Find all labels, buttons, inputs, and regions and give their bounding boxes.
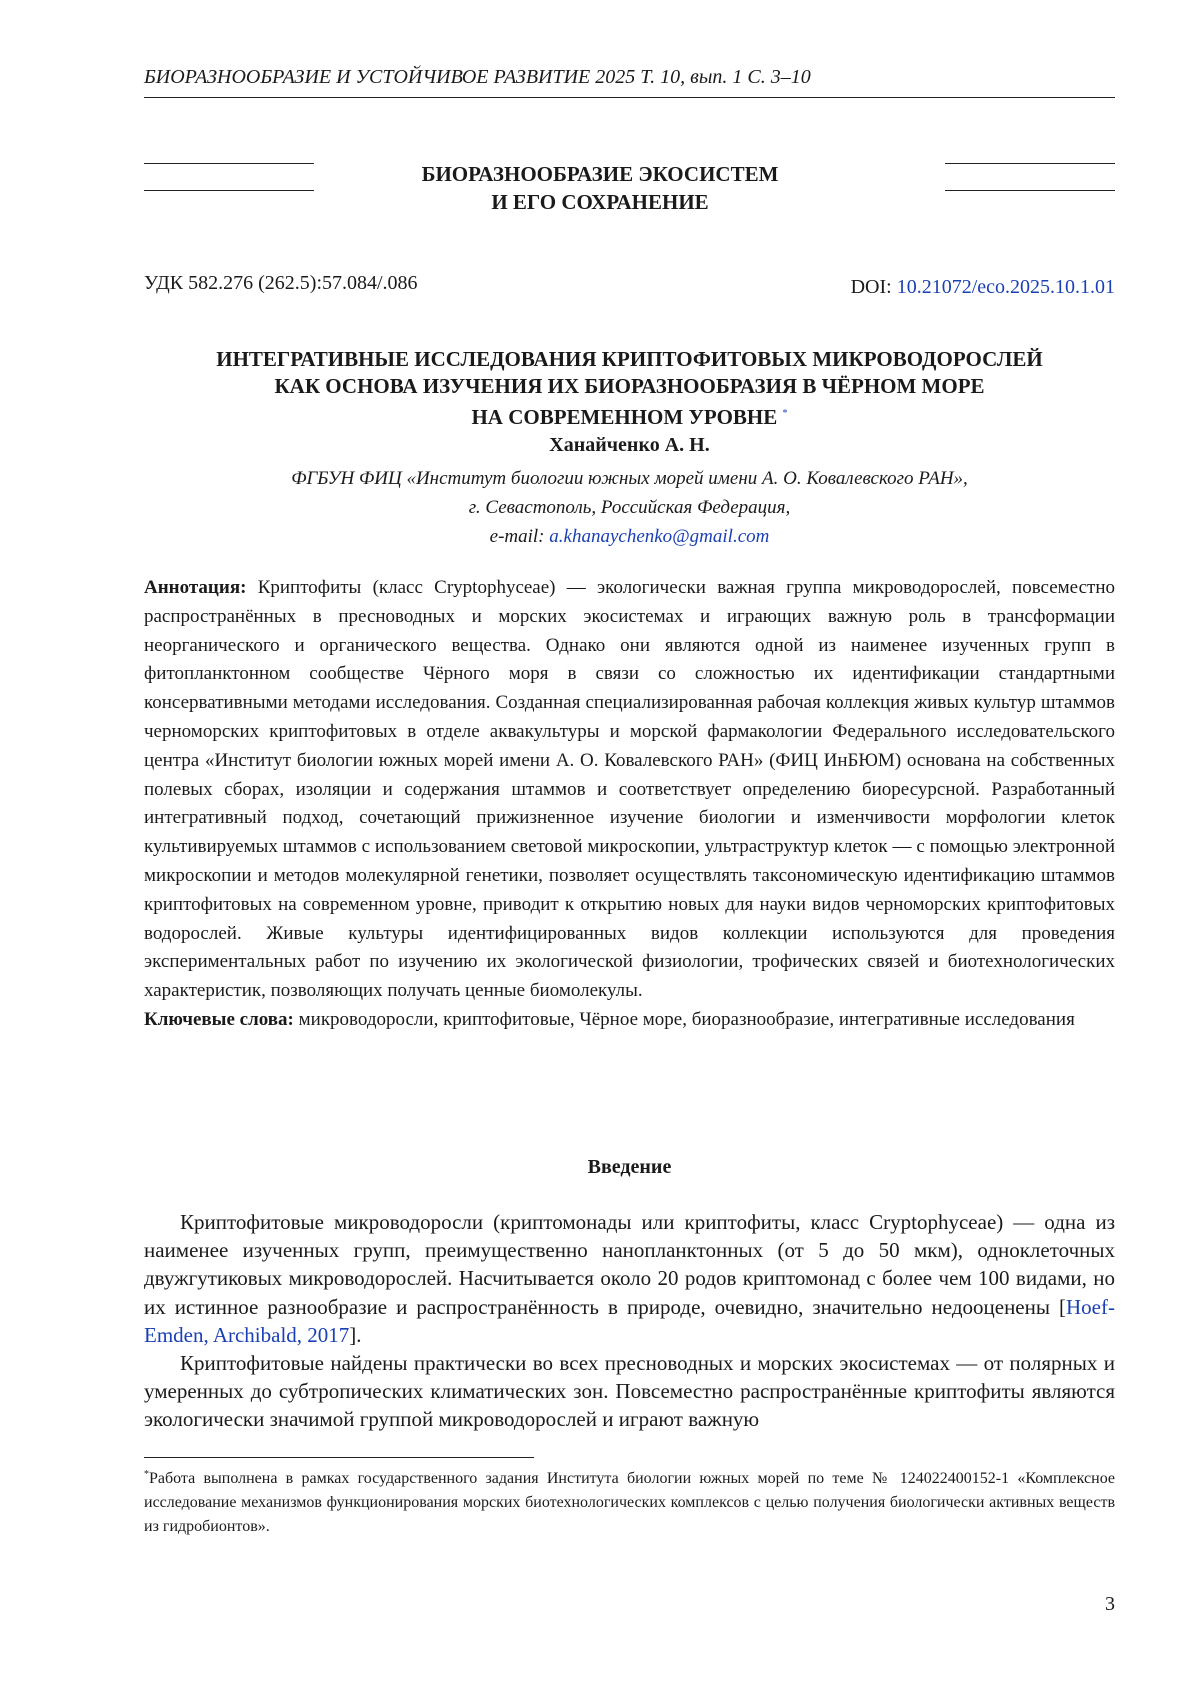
affiliation-line-2: г. Севастополь, Российская Федерация, xyxy=(468,497,791,518)
affiliation xyxy=(144,464,1115,551)
abstract-paragraph xyxy=(144,574,1115,1006)
page-number: 3 xyxy=(1105,1593,1115,1615)
section-heading-line-1: БИОРАЗНООБРАЗИЕ ЭКОСИСТЕМ xyxy=(421,162,779,186)
doi-link[interactable]: 10.21072/eco.2025.10.1.01 xyxy=(896,276,1115,298)
title-footnote-link[interactable]: * xyxy=(782,408,788,419)
keywords-label: Ключевые слова: xyxy=(144,1008,294,1030)
footnote-rule xyxy=(144,1457,534,1458)
section-heading xyxy=(300,160,900,216)
introduction-paragraph-2: Криптофитовые найдены практически во всех пресноводных и морских экосистемах — от полярных и умеренных до субтропических климатических зон. Повсеместно распространённые криптофиты являются экологически значимой группой микроводорослей и играют важную xyxy=(144,1351,1115,1432)
running-header: БИОРАЗНООБРАЗИЕ И УСТОЙЧИВОЕ РАЗВИТИЕ 2025 Т. 10, вып. 1 С. 3–10 xyxy=(144,66,1115,98)
email-line xyxy=(144,522,1115,551)
footnote xyxy=(144,1463,1115,1539)
title-line-3-text: НА СОВРЕМЕННОМ УРОВНЕ xyxy=(471,405,778,429)
keywords-paragraph xyxy=(144,1006,1115,1035)
email-link[interactable]: a.khanaychenko@gmail.com xyxy=(549,526,770,547)
citation-link[interactable]: Hoef-Emden, Archibald, 2017 xyxy=(144,1294,1115,1347)
udc-code: УДК 582.276 (262.5):57.084/.086 xyxy=(144,272,418,294)
article-title xyxy=(144,346,1115,431)
author-name: Ханайченко А. Н. xyxy=(549,434,710,456)
section-rule-right-bottom xyxy=(945,190,1115,191)
title-line-2: КАК ОСНОВА ИЗУЧЕНИЯ ИХ БИОРАЗНООБРАЗИЯ В ЧЁРНОМ МОРЕ xyxy=(274,374,985,398)
section-heading-line-2: И ЕГО СОХРАНЕНИЕ xyxy=(491,190,709,214)
section-rule-left-bottom xyxy=(144,190,314,191)
intro-p1-text: Криптофитовые микроводоросли (криптомонады или криптофиты, класс Cryptophyceae) — одна из наименее изученных групп, преимущественно нанопланктонных (от 5 до 50 мкм), одноклеточных двужгутиковых микроводорослей. Насчитывается около 20 родов криптомонад с более чем 100 видами, но их истинное разнообразие и распространённость в природе, очевидно, значительно недооценены [ xyxy=(144,1210,1115,1319)
abstract-label: Аннотация: xyxy=(144,577,247,598)
introduction-heading: Введение xyxy=(587,1156,672,1178)
introduction-paragraph-1 xyxy=(144,1208,1115,1349)
introduction-body xyxy=(144,1208,1115,1434)
intro-p1-end: ]. xyxy=(349,1322,362,1347)
email-label: e-mail: xyxy=(489,526,550,547)
footnote-mark: * xyxy=(144,1469,149,1480)
footnote-text: Работа выполнена в рамках государственного задания Института биологии южных морей по теме № 124022400152-1 «Комплексное исследование механизмов функционирования морских биотехнологических комплексов с целью получения биологически активных веществ из гидробионтов». xyxy=(144,1470,1115,1535)
doi xyxy=(851,276,1115,299)
abstract-text: Криптофиты (класс Cryptophyceae) — экологически важная группа микроводорослей, повсеместно распространённых в пресноводных и морских экосистемах и играющих важную роль в трансформации неорганического и органического вещества. Однако они являются одной из наименее изученных групп в фитопланктонном сообществе Чёрного моря в связи со сложностью их идентификации стандартными консервативными методами исследования. Созданная специализированная рабочая коллекция живых культур штаммов черноморских криптофитовых в отделе аквакультуры и морской фармакологии Федерального исследовательского центра «Институт биологии южных морей имени А. О. Ковалевского РАН» (ФИЦ ИнБЮМ) основана на собственных полевых сборах, изоляции и содержания штаммов и соответствует определению биоресурсной. Разработанный интегративный подход, сочетающий прижизненное изучение биологии и изменчивости морфологии клеток культивируемых штаммов с использованием световой микроскопии, ультраструктур клеток — с помощью электронной микроскопии и методов молекулярной генетики, позволяет осуществлять таксономическую идентификацию штаммов криптофитовых на современном уровне, приводит к открытию новых для науки видов черноморских криптофитовых водорослей. Живые культуры идентифицированных видов коллекции используются для проведения экспериментальных работ по изучению их экологической физиологии, трофических связей и биотехнологических характеристик, позволяющих получать ценные биомолекулы. xyxy=(144,577,1115,1002)
doi-label: DOI: xyxy=(850,276,897,298)
section-rule-right-top xyxy=(945,163,1115,164)
title-line-1: ИНТЕГРАТИВНЫЕ ИССЛЕДОВАНИЯ КРИПТОФИТОВЫХ МИКРОВОДОРОСЛЕЙ xyxy=(216,347,1043,371)
affiliation-line-1: ФГБУН ФИЦ «Институт биологии южных морей имени А. О. Ковалевского РАН», xyxy=(291,468,968,489)
abstract xyxy=(144,574,1115,1035)
keywords-text: микроводоросли, криптофитовые, Чёрное море, биоразнообразие, интегративные исследования xyxy=(293,1008,1075,1030)
section-rule-left-top xyxy=(144,163,314,164)
title-line-3 xyxy=(144,400,1115,431)
